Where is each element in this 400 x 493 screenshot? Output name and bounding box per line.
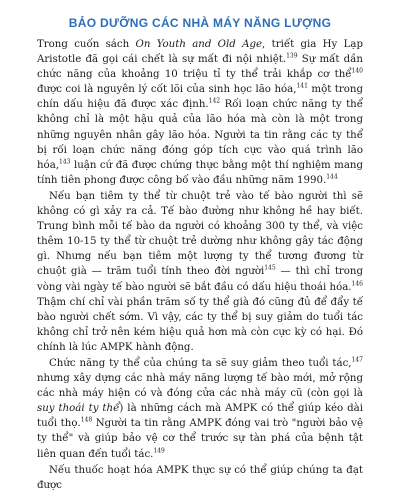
p1-text-f: Rối loạn chức năng ty thể không chỉ là một hậu quả của lão hóa mà còn là một trong những nguyên nhân gây lão hóa. Người ta tin rằng các ty thể bị rối loạn chức năng đóng góp tích cực vào quá trình lão hóa, xyxy=(37,99,363,171)
p1-text-c: Sự mất dần chức năng của khoảng 10 triệu tỉ ty thể trải khắp cơ thể xyxy=(37,54,363,81)
footnote-ref-141: 141 xyxy=(296,82,308,90)
footnote-ref-147: 147 xyxy=(351,356,363,364)
p2-text-c: Thậm chí chỉ vài phần trăm số ty thể già đó cũng đủ để đẩy tế bào người chết sớm. Vì vậy, các ty thể bị suy giảm do tuổi tác không chỉ trở nên kém hiệu quả hơn mà còn cực kỳ có hại. Đó chính là lúc AMPK hành động. xyxy=(37,296,363,353)
footnote-ref-145: 145 xyxy=(264,265,276,273)
p4-text-a: Nếu thuốc hoạt hóa AMPK thực sự có thể giúp chúng ta đạt được xyxy=(37,464,363,491)
footnote-ref-144: 144 xyxy=(326,173,338,181)
p3-text-d: Người ta tin rằng AMPK đóng vai trò "người bảo vệ ty thể" và giúp bảo vệ cơ thể trước sự tàn phá của bệnh tật liên quan đến tuổi tác. xyxy=(37,418,363,460)
footnote-ref-140: 140 xyxy=(351,67,363,75)
p1-text-b: , triết gia Hy Lạp Aristotle đã gọi cái chết là sự mất đi nội nhiệt. xyxy=(37,39,363,66)
p1-text-a: Trong cuốn sách xyxy=(37,39,136,50)
footnote-ref-142: 142 xyxy=(208,97,221,105)
paragraph-4 xyxy=(37,463,363,493)
footnote-ref-143: 143 xyxy=(59,158,71,166)
emphasis-term: suy thoái ty thể xyxy=(37,403,120,415)
chapter-section-title: BẢO DƯỠNG CÁC NHÀ MÁY NĂNG LƯỢNG xyxy=(68,16,332,30)
book-title: On Youth and Old Age xyxy=(135,39,263,50)
p2-text-b: — thì chỉ trong vòng vài ngày tế bào người sẽ bắt đầu có dấu hiệu thoái hóa. xyxy=(37,266,363,293)
p1-text-d: được coi là nguyên lý cốt lõi của sinh học lão hóa, xyxy=(37,84,297,96)
p3-text-a: Chức năng ty thể của chúng ta sẽ suy giảm theo tuổi tác, xyxy=(49,357,352,369)
p1-text-g: luận cứ đã được chứng thực bằng một thí nghiệm mang tính tiên phong được công bố vào đầu những năm 1990. xyxy=(37,159,363,186)
paragraph-2 xyxy=(37,189,363,355)
footnote-ref-139: 139 xyxy=(286,52,298,60)
p1-text-e: một trong chín dấu hiệu đã được xác định. xyxy=(37,84,363,111)
p3-text-c: ) là những cách mà AMPK có thể giúp kéo dài tuổi thọ. xyxy=(37,403,363,430)
p3-text-b: nhưng xây dựng các nhà máy năng lượng tế bào mới, mở rộng các nhà máy hiện có và đóng cửa các nhà máy cũ (còn gọi là xyxy=(37,373,363,400)
footnote-ref-148: 148 xyxy=(80,416,93,424)
paragraph-3 xyxy=(37,356,363,462)
footnote-ref-149: 149 xyxy=(153,447,165,455)
paragraph-1 xyxy=(37,37,363,188)
footnote-ref-146: 146 xyxy=(351,280,363,288)
p2-text-a: Nếu bạn tiêm ty thể từ chuột trẻ vào tế bào người thì sẽ không có gì xảy ra cả. Tế bào đường như không hề hay biết. Trung bình mỗi tế bào da người có khoảng 300 ty thể, và việc thêm 10-15 ty thể từ chuột trẻ dường như không gây tác động gì. Nhưng nếu bạn tiêm một lượng ty thể tương đương từ chuột già — trăm tuổi tính theo đời người xyxy=(37,190,363,278)
